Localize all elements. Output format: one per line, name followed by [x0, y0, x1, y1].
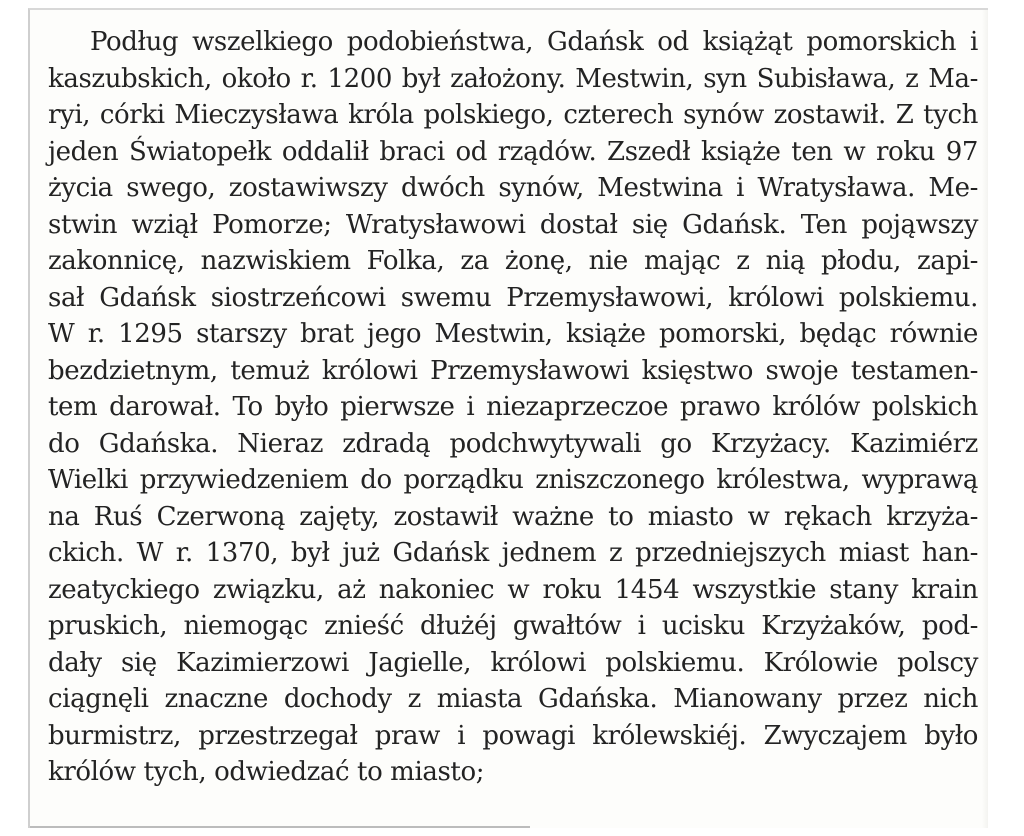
- text-line: [48, 426, 978, 463]
- text-line: [48, 389, 978, 426]
- text-line: [48, 718, 978, 755]
- line-text: W r. 1295 starszy brat jego Mestwin, książe pomorski, będąc równie: [48, 319, 979, 349]
- line-text: zeatyckiego związku, aż nakoniec w roku 1454 wszystkie stany krain: [48, 574, 978, 605]
- line-text: Podług wszelkiego podobieństwa, Gdańsk od książąt pomorskich i: [90, 27, 978, 57]
- text-line: [48, 681, 978, 718]
- text-line: [48, 608, 978, 645]
- line-text: na Ruś Czerwoną zajęty, zostawił ważne to miasto w rękach krzyża-: [48, 501, 978, 532]
- line-text: królów tych, odwiedzać to miasto;: [48, 757, 485, 787]
- text-line: [48, 499, 978, 536]
- text-line: [48, 24, 978, 61]
- text-line: [48, 170, 978, 207]
- line-text: burmistrz, przestrzegał praw i powagi królewskiéj. Zwyczajem było: [48, 720, 979, 751]
- line-text: dały się Kazimierzowi Jagielle, królowi polskiemu. Królowie polscy: [48, 647, 978, 678]
- line-text: sał Gdańsk siostrzeńcowi swemu Przemysławowi, królowi polskiemu.: [48, 282, 978, 313]
- text-line: [48, 207, 978, 244]
- text-line: [48, 61, 978, 98]
- text-line: [48, 97, 978, 134]
- line-text: stwin wziął Pomorze; Wratysławowi dostał się Gdańsk. Ten pojąwszy: [48, 209, 979, 240]
- line-text: ciągnęli znaczne dochody z miasta Gdańska. Mianowany przez nich: [48, 684, 979, 714]
- line-text: kaszubskich, około r. 1200 był założony. Mestwin, syn Subisława, z Ma-: [48, 63, 978, 94]
- line-text: jeden Światopełk oddalił braci od rządów. Zszedł książe ten w roku 97: [48, 136, 978, 167]
- text-line: [48, 316, 978, 353]
- text-line: [48, 462, 978, 499]
- page-bottom-edge: [30, 826, 530, 828]
- line-text: ryi, córki Mieczysława króla polskiego, czterech synów zostawił. Z tych: [48, 100, 979, 130]
- line-text: do Gdańska. Nieraz zdradą podchwytywali go Krzyżacy. Kazimiérz: [48, 428, 978, 459]
- text-line: [48, 280, 978, 317]
- text-line: [48, 243, 978, 280]
- text-line: [48, 535, 978, 572]
- text-line: [48, 572, 978, 609]
- line-text: życia swego, zostawiwszy dwóch synów, Mestwina i Wratysława. Me-: [48, 173, 979, 203]
- line-text: tem darował. To było pierwsze i niezaprzeczoe prawo królów polskich: [48, 392, 978, 422]
- text-line: [48, 645, 978, 682]
- line-text: ckich. W r. 1370, był już Gdańsk jednem z przedniejszych miast han-: [48, 538, 978, 568]
- line-text: zakonnicę, nazwiskiem Folka, za żonę, nie mając z nią płodu, zapi-: [48, 246, 979, 276]
- text-line: [48, 353, 978, 390]
- page-edge-shadow: [982, 10, 988, 828]
- text-line: [48, 134, 978, 171]
- paragraph: [48, 24, 978, 791]
- line-text: bezdzietnym, temuż królowi Przemysławowi księstwo swoje testamen-: [48, 355, 978, 386]
- scanned-page: [28, 8, 988, 828]
- text-line: [48, 754, 978, 791]
- line-text: Wielki przywiedzeniem do porządku zniszczonego królestwa, wyprawą: [48, 465, 979, 495]
- line-text: pruskich, niemogąc znieść dłużéj gwałtów i ucisku Krzyżaków, pod-: [48, 611, 978, 641]
